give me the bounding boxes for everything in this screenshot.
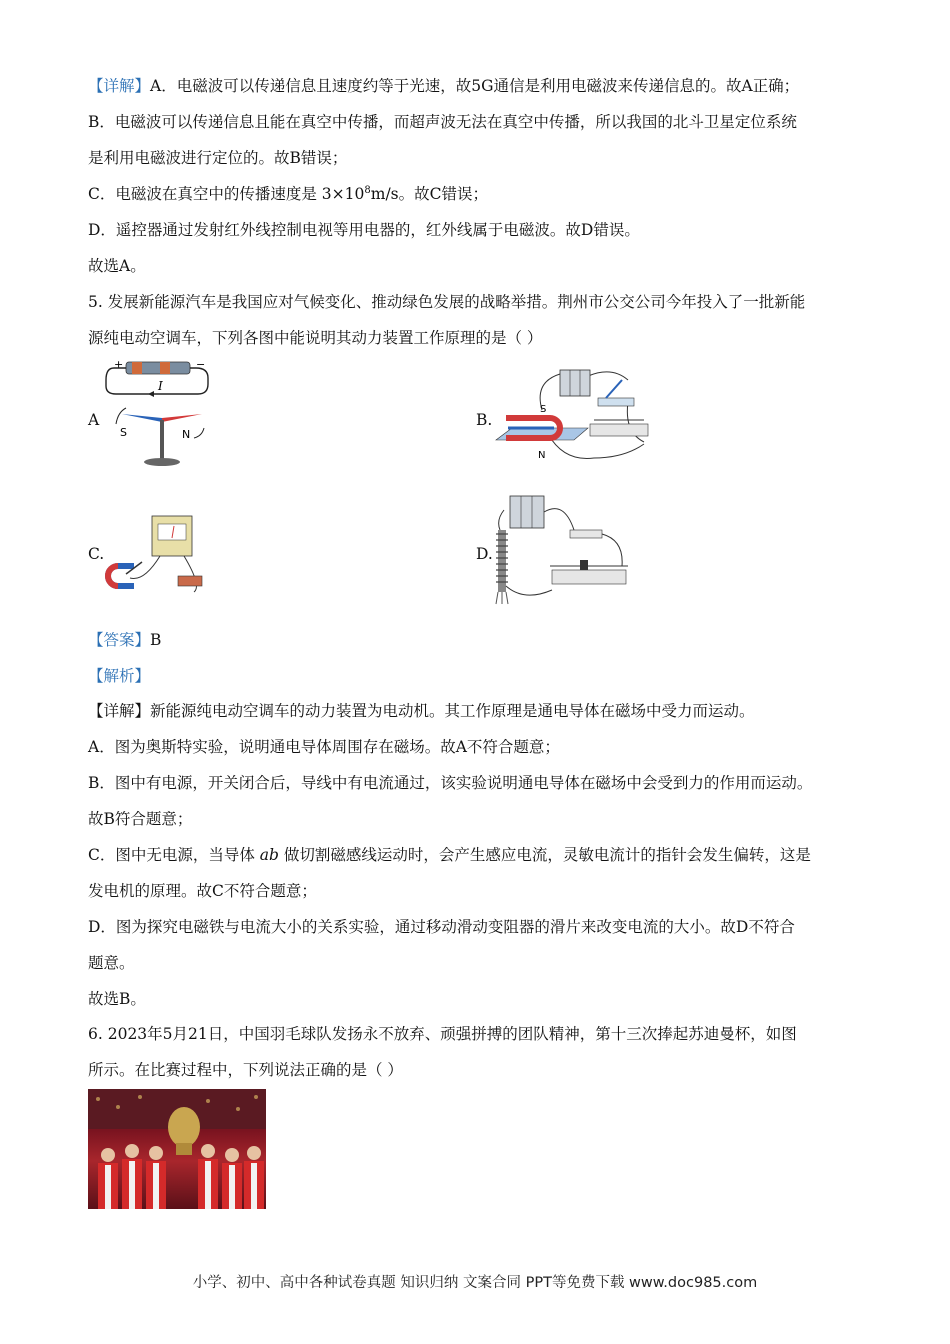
option-b-label: B. bbox=[476, 411, 493, 429]
answer-value: B bbox=[150, 631, 162, 649]
analysis-choice: 故选B。 bbox=[88, 990, 146, 1008]
minus-sign: − bbox=[196, 358, 206, 371]
detail-text-c2: m/s。故C错误； bbox=[370, 185, 488, 203]
needle-n-label: N bbox=[182, 428, 191, 441]
magnet-n-label: N bbox=[538, 450, 546, 461]
plus-sign: + bbox=[114, 358, 124, 371]
needle-north bbox=[162, 414, 202, 422]
analysis-tag: 【解析】 bbox=[88, 667, 151, 685]
detail-line-d: D．遥控器通过发射红外线控制电视等用电器的，红外线属于电磁波。故D错误。 bbox=[88, 221, 640, 239]
electromagnet-icon bbox=[498, 530, 506, 592]
switch-icon bbox=[178, 576, 202, 586]
detail-line-c bbox=[88, 183, 488, 205]
option-d-label: D. bbox=[476, 545, 493, 563]
analysis-line-c2: 发电机的原理。故C不符合题意； bbox=[88, 882, 317, 900]
detail-line-b2: 是利用电磁波进行定位的。故B错误； bbox=[88, 149, 348, 167]
current-label: I bbox=[158, 379, 163, 393]
switch-icon bbox=[598, 398, 634, 406]
figure-motor-principle bbox=[494, 362, 664, 467]
trophy-icon bbox=[168, 1107, 200, 1147]
analysis-line-b2: 故B符合题意； bbox=[88, 810, 193, 828]
detail-line-b: B．电磁波可以传递信息且能在真空中传播，而超声波无法在真空中传播，所以我国的北斗卫星定位系统 bbox=[88, 113, 797, 131]
option-c-label: C. bbox=[88, 545, 105, 563]
switch-icon bbox=[570, 530, 602, 538]
answer-line bbox=[88, 629, 161, 651]
figure-oersted-experiment bbox=[104, 358, 224, 468]
conductor-ab-label: ab bbox=[259, 846, 279, 864]
footer-text: 小学、初中、高中各种试卷真题 知识归纳 文案合同 PPT等免费下载 www.doc985.com bbox=[192, 1275, 758, 1291]
analysis-line-b: B．图中有电源，开关闭合后，导线中有电流通过，该实验说明通电导体在磁场中会受到力的作用而运动。 bbox=[88, 774, 813, 792]
analysis-line-a: A．图为奥斯特实验，说明通电导体周围存在磁场。故A不符合题意； bbox=[88, 738, 560, 756]
detail-line-a bbox=[88, 75, 799, 97]
detail-tag: 【详解】 bbox=[88, 77, 151, 95]
detail-text-a: A．电磁波可以传递信息且速度约等于光速，故5G通信是利用电磁波来传递信息的。故A正确； bbox=[150, 77, 800, 95]
question-6-line1: 6. 2023年5月21日，中国羽毛球队发扬永不放弃、顽强拼搏的团队精神，第十三次捧起苏迪曼杯，如图 bbox=[88, 1025, 797, 1043]
magnet-s-label: S bbox=[540, 404, 547, 415]
exponent: 8 bbox=[364, 184, 371, 196]
battery-pack-icon bbox=[560, 370, 590, 396]
analysis-text-1: 新能源纯电动空调车的动力装置为电动机。其工作原理是通电导体在磁场中受力而运动。 bbox=[150, 702, 755, 720]
question-6-line2: 所示。在比赛过程中，下列说法正确的是（ ） bbox=[88, 1061, 403, 1079]
analysis-line-d2: 题意。 bbox=[88, 954, 135, 972]
detail-text-c: C．电磁波在真空中的传播速度是 3×10 bbox=[88, 185, 365, 203]
question-5-line1: 5. 发展新能源汽车是我国应对气候变化、推动绿色发展的战略举措。荆州市公交公司今年投入了一批新能 bbox=[88, 293, 806, 311]
needle-stand bbox=[160, 420, 164, 460]
battery-pack-icon bbox=[510, 496, 544, 528]
rheostat-icon bbox=[552, 570, 626, 584]
analysis-text-c2: 做切割磁感线运动时，会产生感应电流，灵敏电流计的指针会发生偏转，这是 bbox=[278, 846, 811, 864]
rheostat-icon bbox=[590, 424, 648, 436]
needle-s-label: S bbox=[120, 426, 127, 439]
option-a-label: A bbox=[88, 411, 100, 429]
analysis-detail-tag: 【详解】 bbox=[88, 702, 151, 720]
stand-base bbox=[144, 458, 180, 466]
question-5-line2: 源纯电动空调车，下列各图中能说明其动力装置工作原理的是（ ） bbox=[88, 329, 543, 347]
analysis-line-d: D．图为探究电磁铁与电流大小的关系实验，通过移动滑动变阻器的滑片来改变电流的大小。故D不符合 bbox=[88, 918, 795, 936]
team-trophy-photo bbox=[88, 1089, 266, 1209]
analysis-line-1 bbox=[88, 700, 755, 722]
analysis-text-c: C．图中无电源，当导体 bbox=[88, 846, 260, 864]
needle-south bbox=[122, 414, 162, 422]
analysis-line-c bbox=[88, 844, 811, 866]
choice-line: 故选A。 bbox=[88, 257, 146, 275]
figure-generator-principle bbox=[104, 512, 214, 602]
answer-tag: 【答案】 bbox=[88, 631, 151, 649]
figure-electromagnet-experiment bbox=[494, 490, 654, 608]
